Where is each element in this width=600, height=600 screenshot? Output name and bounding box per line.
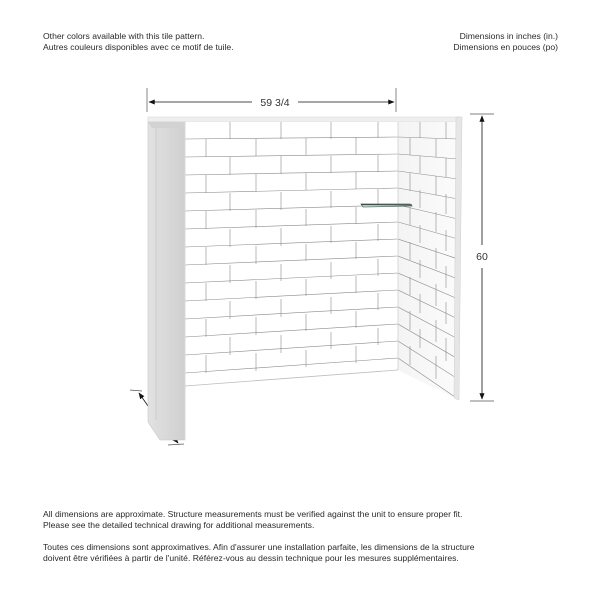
colors-note-fr: Autres couleurs disponibles avec ce motif de tuile. xyxy=(43,42,234,52)
top-edge xyxy=(148,117,460,122)
height-dimension xyxy=(470,114,494,401)
disclaimer-en-line-2: Please see the detailed technical drawing for additional measurements. xyxy=(43,520,315,530)
disclaimer-fr-line-1: Toutes ces dimensions sont approximatives. Afin d'assurer une installation parfaite, les dimensions de la structure xyxy=(43,542,475,552)
height-label: 60 xyxy=(476,251,488,263)
colors-note-en: Other colors available with this tile pattern. xyxy=(43,31,205,41)
left-end-panel xyxy=(148,122,185,440)
right-wall-panel xyxy=(398,117,462,400)
disclaimer-fr-line-2: doivent être vérifiées à partir de l'unité. Référez-vous au dessin technique pour les mesures supplémentaires. xyxy=(43,553,459,563)
back-wall-panel xyxy=(185,122,398,386)
disclaimer-en xyxy=(43,509,462,531)
disclaimer-fr xyxy=(43,542,475,564)
width-dimension xyxy=(147,88,396,112)
units-note-fr: Dimensions en pouces (po) xyxy=(453,42,558,52)
disclaimer-en-line-1: All dimensions are approximate. Structure measurements must be verified against the unit to ensure proper fit. xyxy=(43,509,463,519)
units-note-en: Dimensions in inches (in.) xyxy=(459,31,558,41)
width-label: 59 3/4 xyxy=(260,97,290,109)
